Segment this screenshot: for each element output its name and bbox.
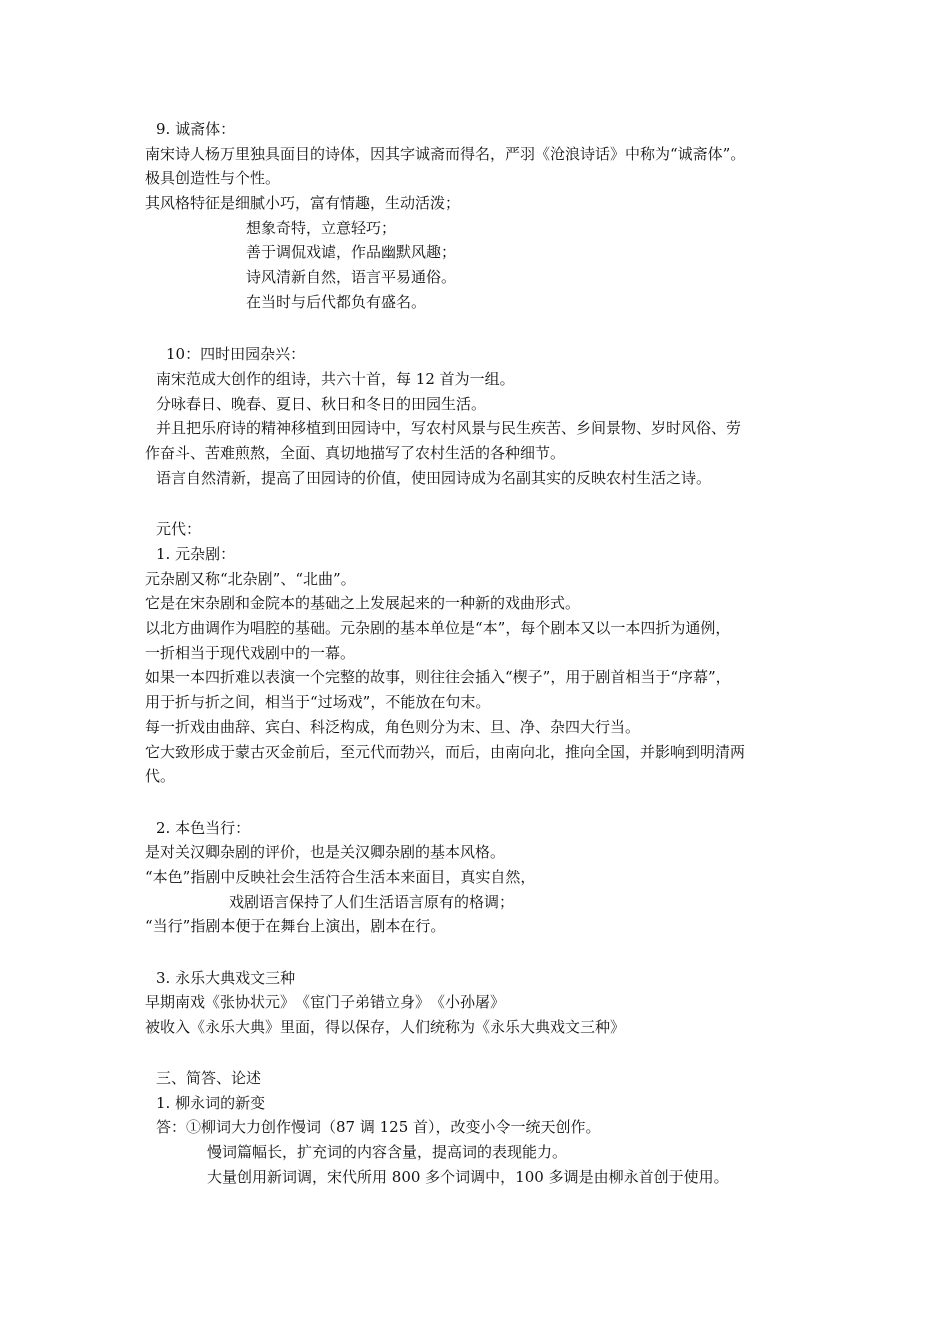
text-line: 大量创用新词调，宋代所用 800 多个词调中，100 多调是由柳永首创于使用。 bbox=[207, 1168, 729, 1186]
text-line: 极具创造性与个性。 bbox=[145, 169, 281, 187]
heading-yuan-dynasty: 元代： bbox=[156, 520, 202, 538]
text-line: 早期南戏《张协状元》 《宦门子弟错立身》 《小孙屠》 bbox=[145, 993, 506, 1011]
text-line: 想象奇特，立意轻巧； bbox=[246, 219, 397, 237]
heading-yongle-dadian: 3. 永乐大典戏文三种 bbox=[156, 969, 296, 987]
text-line: 南宋范成大创作的组诗，共六十首，每 12 首为一组。 bbox=[156, 370, 515, 388]
text-line: 用于折与折之间，相当于“过场戏”，不能放在句末。 bbox=[145, 693, 491, 711]
text-line: 作奋斗、苦难煎熬，全面、真切地描写了农村生活的各种细节。 bbox=[145, 444, 566, 462]
text-line: 每一折戏由曲辞、宾白、科泛构成，角色则分为末、旦、净、杂四大行当。 bbox=[145, 718, 641, 736]
text-line: 诗风清新自然，语言平易通俗。 bbox=[246, 268, 457, 286]
text-line: 被收入《永乐大典》里面，得以保存，人们统称为《永乐大典戏文三种》 bbox=[145, 1018, 626, 1036]
text-line: 慢词篇幅长，扩充词的内容含量，提高词的表现能力。 bbox=[207, 1143, 568, 1161]
text-line: 如果一本四折难以表演一个完整的故事，则往往会插入“楔子”，用于剧首相当于“序幕”， bbox=[145, 668, 731, 686]
text-line: 它大致形成于蒙古灭金前后，至元代而勃兴，而后，由南向北，推向全国，并影响到明清两 bbox=[145, 743, 746, 761]
text-line: 它是在宋杂剧和金院本的基础之上发展起来的一种新的戏曲形式。 bbox=[145, 594, 581, 612]
text-line: 代。 bbox=[145, 767, 176, 785]
text-line: 是对关汉卿杂剧的评价，也是关汉卿杂剧的基本风格。 bbox=[145, 843, 506, 861]
heading-sishi-tianyuan: 10：四时田园杂兴： bbox=[166, 345, 306, 363]
text-line: 分咏春日、晚春、夏日、秋日和冬日的田园生活。 bbox=[156, 395, 487, 413]
text-line: 答：①柳词大力创作慢词（87 调 125 首），改变小令一统天创作。 bbox=[156, 1118, 601, 1136]
text-line: “本色”指剧中反映社会生活符合生活本来面目，真实自然， bbox=[145, 868, 536, 886]
text-line: 在当时与后代都负有盛名。 bbox=[246, 293, 427, 311]
text-line: 戏剧语言保持了人们生活语言原有的格调； bbox=[229, 893, 515, 911]
text-line: 善于调侃戏谑，作品幽默风趣； bbox=[246, 243, 457, 261]
text-line: 其风格特征是细腻小巧，富有情趣，生动活泼； bbox=[145, 194, 461, 212]
heading-chengzhai-style: 9. 诚斋体： bbox=[156, 120, 236, 138]
text-line: “当行”指剧本便于在舞台上演出，剧本在行。 bbox=[145, 917, 446, 935]
text-line: 元杂剧又称“北杂剧”、“北曲”。 bbox=[145, 570, 356, 588]
heading-yuan-zaju: 1. 元杂剧： bbox=[156, 545, 236, 563]
heading-liuyong-ci: 1. 柳永词的新变 bbox=[156, 1094, 266, 1112]
text-line: 并且把乐府诗的精神移植到田园诗中，写农村风景与民生疾苦、乡间景物、岁时风俗、劳 bbox=[156, 419, 742, 437]
text-line: 南宋诗人杨万里独具面目的诗体，因其字诚斋而得名，严羽《沧浪诗话》中称为“诚斋体”。 bbox=[145, 145, 746, 163]
heading-short-answer: 三、简答、论述 bbox=[156, 1069, 262, 1087]
text-line: 一折相当于现代戏剧中的一幕。 bbox=[145, 644, 356, 662]
text-line: 语言自然清新，提高了田园诗的价值，使田园诗成为名副其实的反映农村生活之诗。 bbox=[156, 469, 712, 487]
heading-bense-danghang: 2. 本色当行： bbox=[156, 819, 251, 837]
text-line: 以北方曲调作为唱腔的基础。元杂剧的基本单位是“本”，每个剧本又以一本四折为通例， bbox=[145, 619, 731, 637]
